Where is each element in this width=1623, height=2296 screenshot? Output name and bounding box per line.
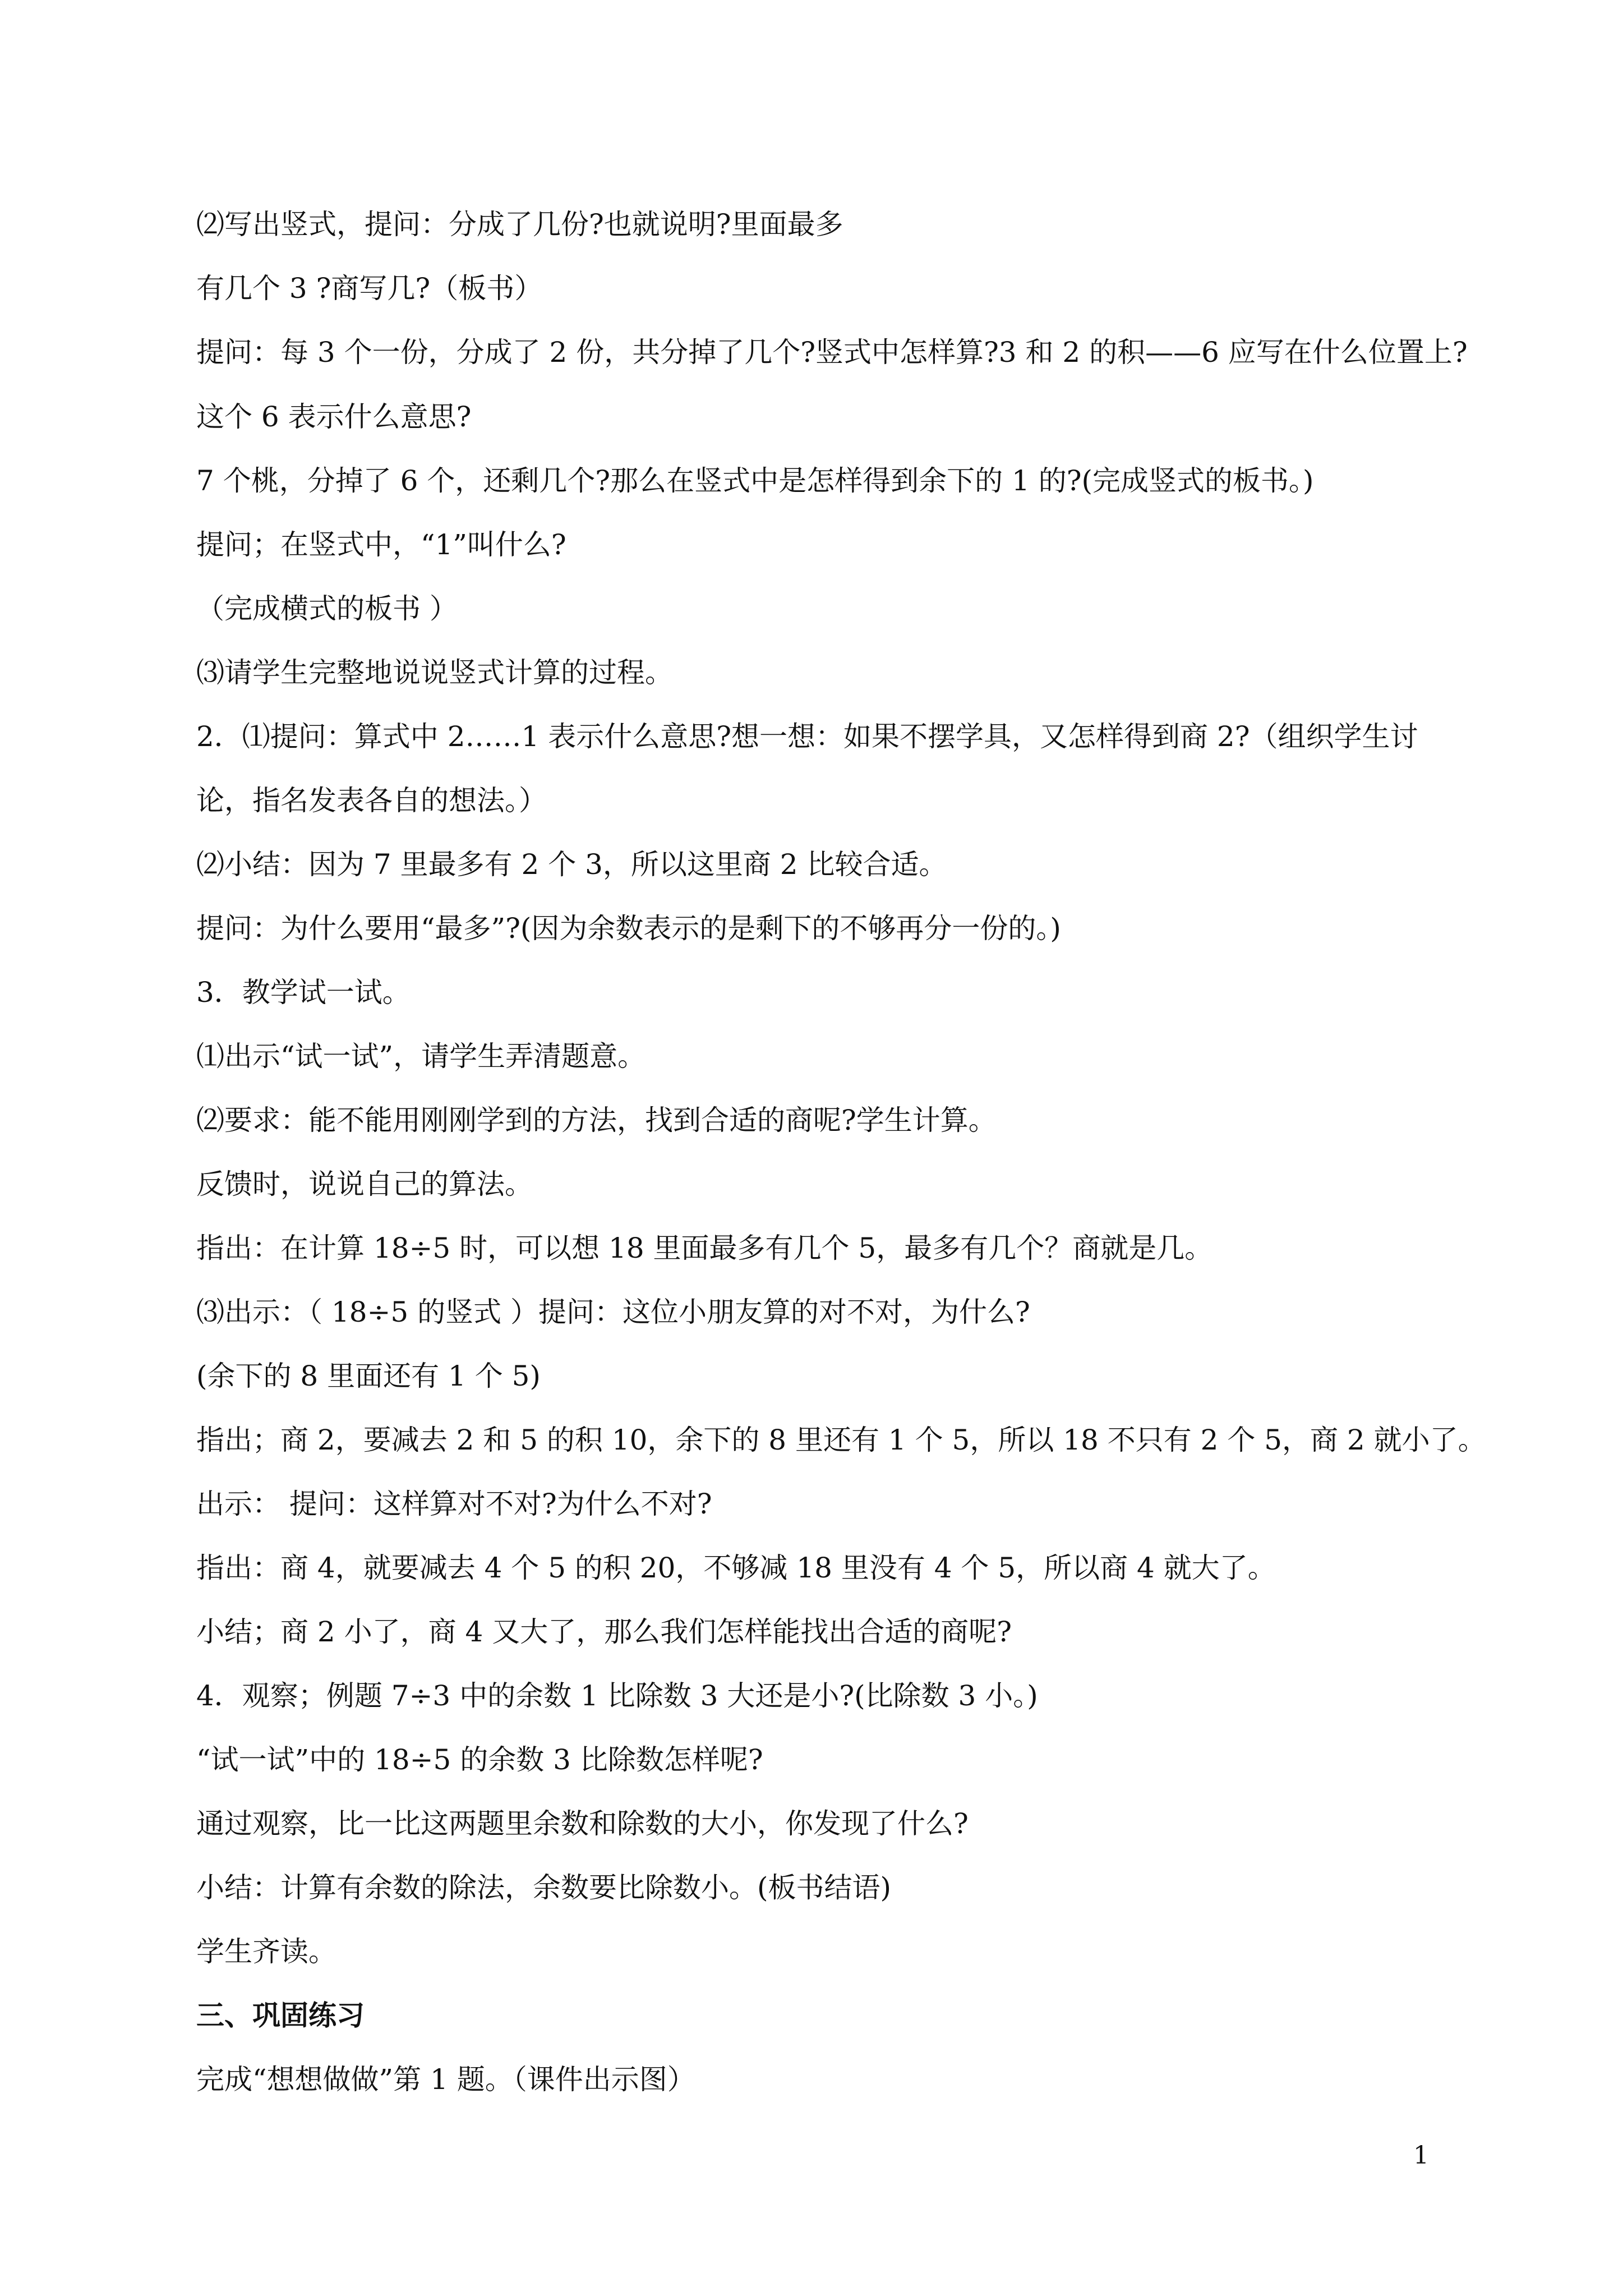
text-line: 学生齐读。 bbox=[196, 1935, 336, 1968]
text-line: 反馈时，说说自己的算法。 bbox=[196, 1168, 533, 1200]
text-line: (余下的 8 里面还有 1 个 5) bbox=[196, 1360, 541, 1392]
text-line: 这个 6 表示什么意思? bbox=[196, 401, 472, 433]
text-line: 指出：商 4，就要减去 4 个 5 的积 20，不够减 18 里没有 4 个 5，所以商 4 就大了。 bbox=[196, 1552, 1276, 1584]
text-line: ⑴出示“试一试”，请学生弄清题意。 bbox=[196, 1040, 646, 1073]
text-line: 出示： 提问：这样算对不对?为什么不对? bbox=[196, 1488, 712, 1520]
text-line: “试一试”中的 18÷5 的余数 3 比除数怎样呢? bbox=[196, 1743, 763, 1776]
text-line: ⑶请学生完整地说说竖式计算的过程。 bbox=[196, 656, 673, 689]
text-line: ⑵小结：因为 7 里最多有 2 个 3，所以这里商 2 比较合适。 bbox=[196, 848, 947, 881]
text-line: 通过观察，比一比这两题里余数和除数的大小，你发现了什么? bbox=[196, 1807, 969, 1840]
text-line: 小结；商 2 小了，商 4 又大了，那么我们怎样能找出合适的商呢? bbox=[196, 1616, 1012, 1648]
text-line: 提问：为什么要用“最多”?(因为余数表示的是剩下的不够再分一份的。) bbox=[196, 912, 1061, 945]
text-line: ⑵要求：能不能用刚刚学到的方法，找到合适的商呢?学生计算。 bbox=[196, 1104, 997, 1137]
text-line: 论，指名发表各自的想法。） bbox=[196, 784, 547, 817]
text-line: 2．⑴提问：算式中 2……1 表示什么意思?想一想：如果不摆学具，又怎样得到商 2?（组织学生讨 bbox=[196, 720, 1418, 753]
text-line: 提问：每 3 个一份，分成了 2 份，共分掉了几个?竖式中怎样算?3 和 2 的积——6 应写在什么位置上? bbox=[196, 336, 1468, 369]
text-line: 指出；商 2，要减去 2 和 5 的积 10，余下的 8 里还有 1 个 5，所以 18 不只有 2 个 5，商 2 就小了。 bbox=[196, 1424, 1486, 1456]
text-line: 完成“想想做做”第 1 题。（课件出示图） bbox=[196, 2063, 695, 2096]
text-line: ⑵写出竖式，提问：分成了几份?也就说明?里面最多 bbox=[196, 208, 843, 241]
text-line: 小结：计算有余数的除法，余数要比除数小。(板书结语) bbox=[196, 1871, 892, 1904]
text-line: （完成横式的板书 ） bbox=[196, 592, 458, 625]
text-line: 指出：在计算 18÷5 时，可以想 18 里面最多有几个 5，最多有几个？商就是几。 bbox=[196, 1232, 1213, 1264]
text-line: 提问；在竖式中，“1”叫什么? bbox=[196, 528, 566, 561]
text-line: 7 个桃，分掉了 6 个，还剩几个?那么在竖式中是怎样得到余下的 1 的?(完成竖式的板书。) bbox=[196, 464, 1314, 497]
text-line: ⑶出示：（ 18÷5 的竖式 ）提问：这位小朋友算的对不对，为什么? bbox=[196, 1296, 1030, 1328]
text-line: 3．教学试一试。 bbox=[196, 976, 411, 1009]
text-line: 有几个 3 ?商写几?（板书） bbox=[196, 272, 543, 305]
section-heading: 三、巩固练习 bbox=[196, 1999, 365, 2032]
page-number: 1 bbox=[1413, 2141, 1429, 2170]
text-line: 4．观察；例题 7÷3 中的余数 1 比除数 3 大还是小?(比除数 3 小。) bbox=[196, 1680, 1038, 1712]
